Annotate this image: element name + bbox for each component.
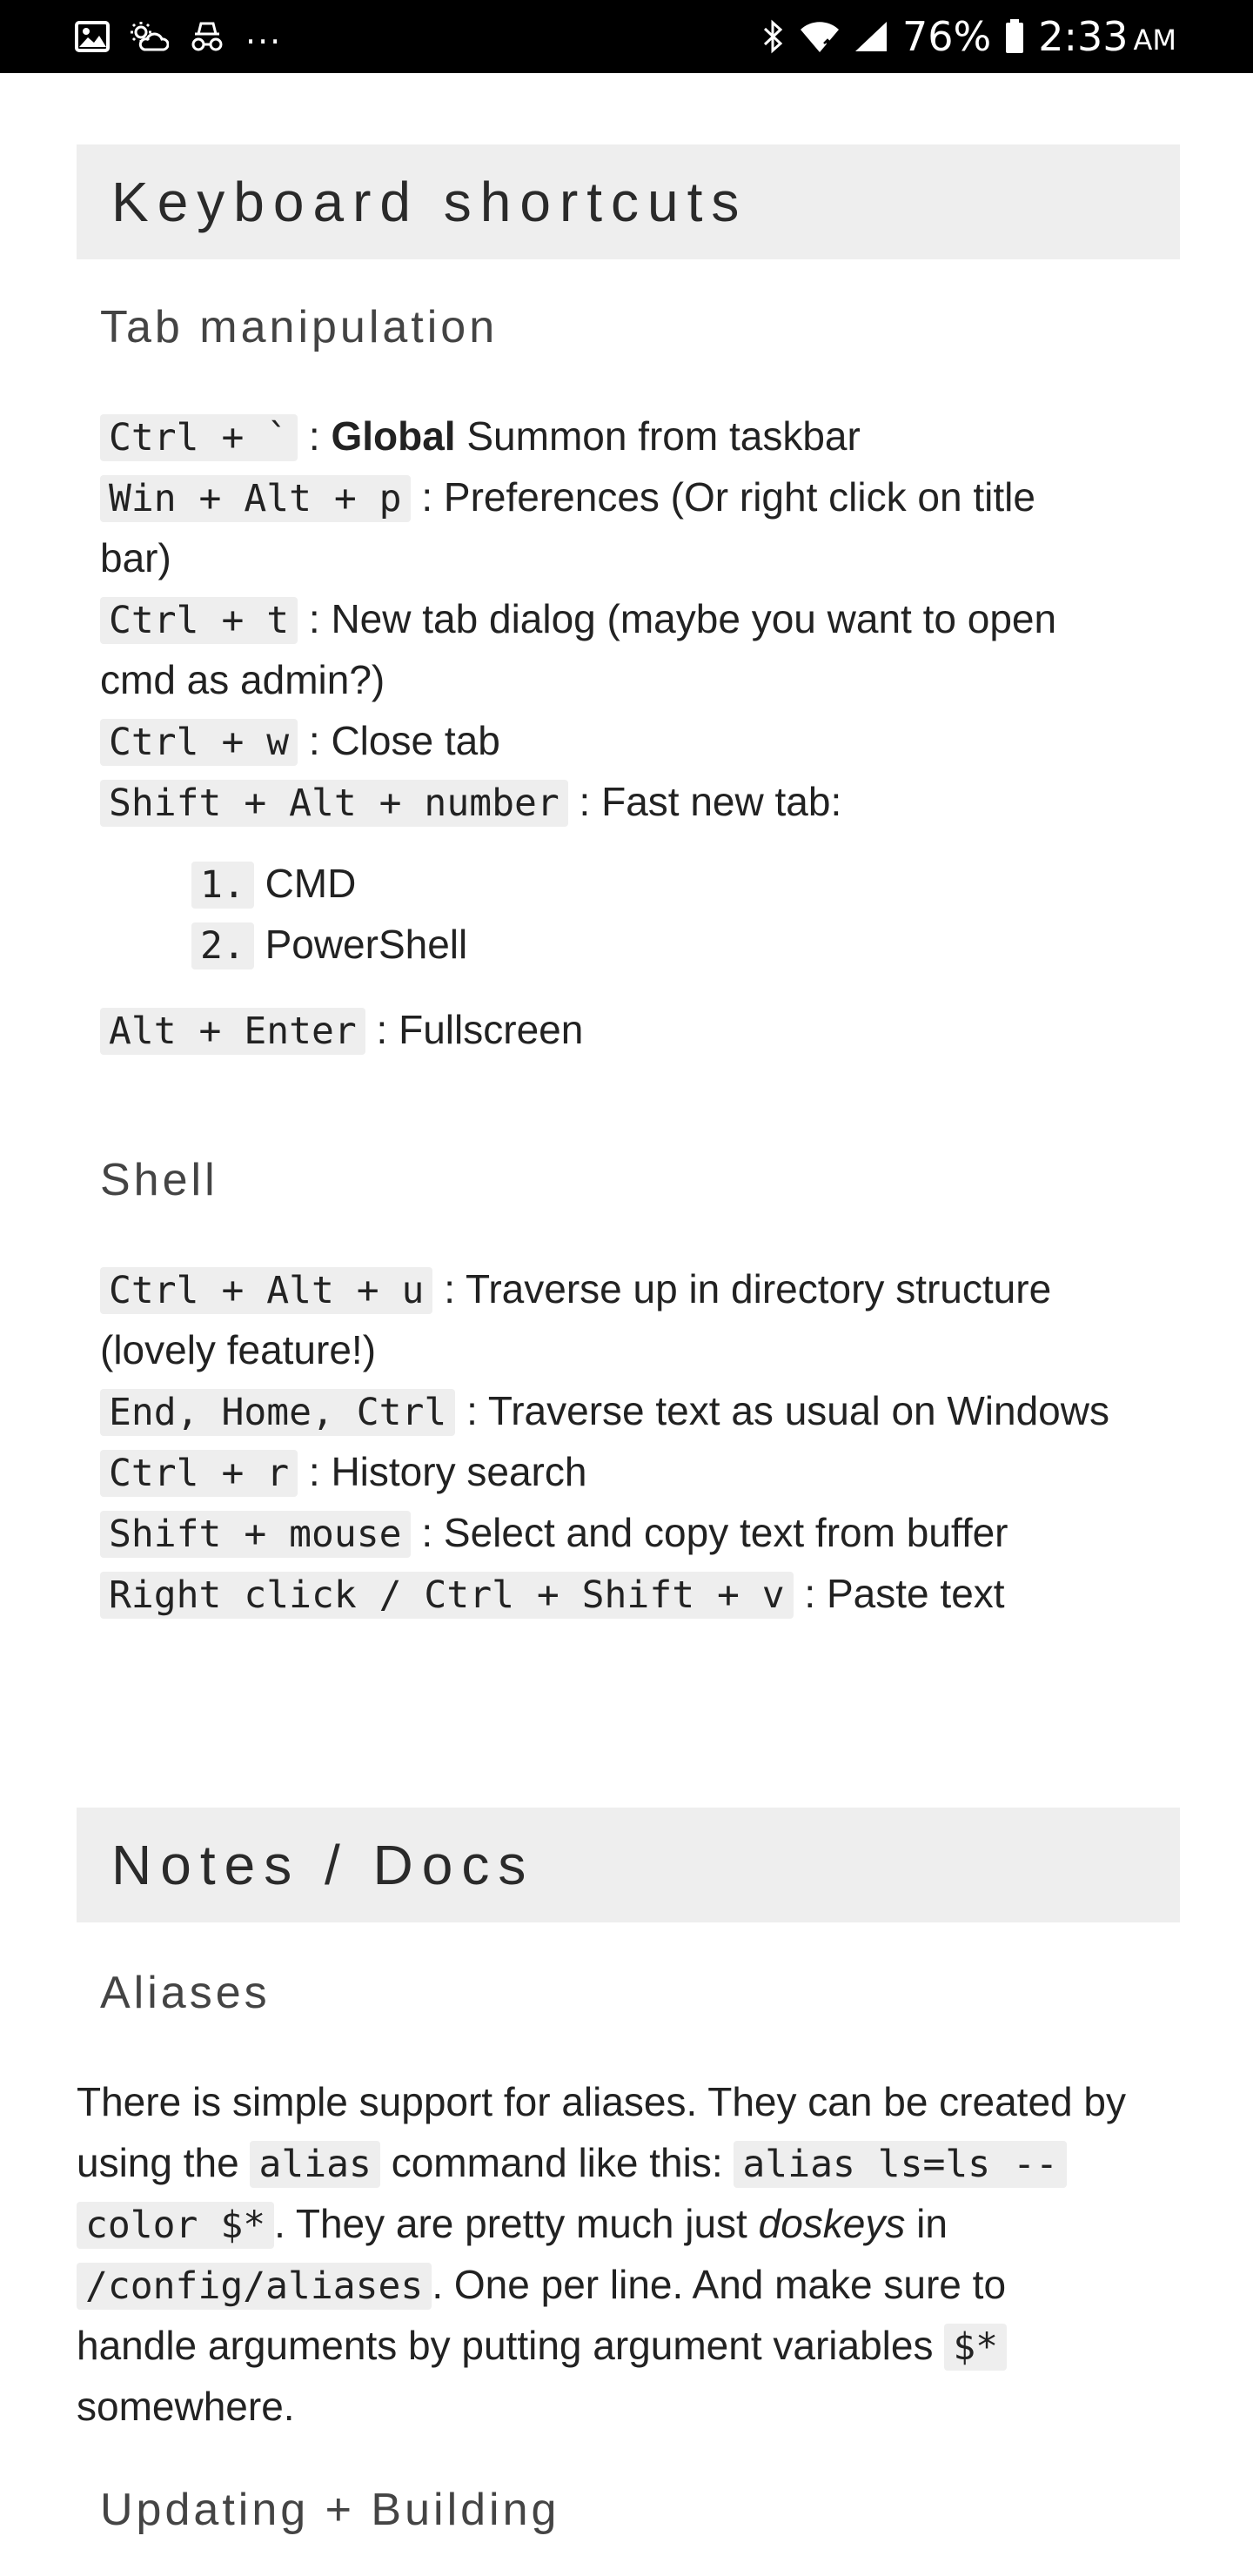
list-item: 2. PowerShell bbox=[191, 914, 467, 976]
shortcut-history-search: Ctrl + r : History search bbox=[100, 1441, 586, 1504]
shortcut-key: Alt + Enter bbox=[100, 1008, 365, 1055]
shortcut-preferences-cont: bar) bbox=[100, 535, 171, 580]
status-bar-left bbox=[75, 13, 301, 53]
aliases-paragraph-line-2: using the alias command like this: alias ls=ls -- bbox=[77, 2132, 1067, 2195]
shortcut-traverse-up-cont: (lovely feature!) bbox=[100, 1327, 377, 1372]
shortcut-key: Ctrl + w bbox=[100, 719, 298, 766]
shortcut-new-tab-dialog-cont: cmd as admin?) bbox=[100, 657, 385, 702]
shortcut-key: Ctrl + t bbox=[100, 597, 298, 644]
battery-percentage: 76% bbox=[901, 13, 992, 60]
weather-icon bbox=[129, 20, 169, 53]
shortcut-key: Win + Alt + p bbox=[100, 475, 411, 522]
battery-icon bbox=[1005, 19, 1024, 54]
shortcut-new-tab-dialog: Ctrl + t : New tab dialog (maybe you want to open bbox=[100, 588, 1056, 651]
shortcut-fast-new-tab: Shift + Alt + number : Fast new tab: bbox=[100, 771, 841, 834]
list-number: 2. bbox=[191, 922, 254, 969]
shortcut-key: Right click / Ctrl + Shift + v bbox=[100, 1572, 794, 1619]
inline-code: $* bbox=[944, 2324, 1007, 2371]
shortcut-key: Ctrl + r bbox=[100, 1450, 298, 1497]
subheading-shell: Shell bbox=[100, 1155, 218, 1205]
section-header-notes-docs bbox=[77, 1808, 1180, 1922]
gallery-icon bbox=[75, 21, 110, 52]
aliases-paragraph-line-1: There is simple support for aliases. They can be created by bbox=[77, 2079, 1126, 2124]
cellular-signal-icon bbox=[854, 20, 888, 53]
global-label: Global bbox=[331, 413, 456, 459]
subheading-updating-building: Updating + Building bbox=[100, 2485, 560, 2535]
wifi-icon bbox=[800, 21, 840, 52]
shortcut-paste-text: Right click / Ctrl + Shift + v : Paste text bbox=[100, 1563, 1005, 1626]
shortcut-key: Shift + mouse bbox=[100, 1511, 411, 1558]
aliases-paragraph-line-4: /config/aliases . One per line. And make sure to bbox=[77, 2254, 1006, 2317]
clock-ampm: AM bbox=[1133, 23, 1176, 57]
list-item: 1. CMD bbox=[191, 853, 356, 916]
shortcut-select-copy: Shift + mouse : Select and copy text from buffer bbox=[100, 1502, 1008, 1565]
section-title: Notes / Docs bbox=[111, 1834, 535, 1896]
list-number: 1. bbox=[191, 862, 254, 909]
section-header-keyboard-shortcuts bbox=[77, 144, 1180, 259]
shortcut-traverse-text: End, Home, Ctrl : Traverse text as usual on Windows bbox=[100, 1380, 1109, 1443]
doskeys-term: doskeys bbox=[758, 2201, 906, 2246]
shortcut-key: Ctrl + ` bbox=[100, 414, 298, 461]
shortcut-global-summon: Ctrl + ` : Global Summon from taskbar bbox=[100, 406, 861, 468]
incognito-icon bbox=[188, 20, 226, 53]
bluetooth-icon bbox=[761, 19, 786, 54]
shortcut-close-tab: Ctrl + w : Close tab bbox=[100, 710, 500, 773]
more-notifications-indicator: ... bbox=[245, 13, 283, 51]
inline-code: /config/aliases bbox=[77, 2263, 432, 2310]
clock-time: 2:33 bbox=[1038, 13, 1129, 60]
shortcut-key: End, Home, Ctrl bbox=[100, 1389, 455, 1436]
inline-code: alias ls=ls -- bbox=[734, 2141, 1066, 2188]
subheading-tab-manipulation: Tab manipulation bbox=[100, 302, 499, 352]
shortcut-key: Ctrl + Alt + u bbox=[100, 1267, 432, 1314]
aliases-paragraph-line-5: handle arguments by putting argument variables $* bbox=[77, 2315, 1007, 2378]
inline-code: color $* bbox=[77, 2202, 274, 2249]
status-bar bbox=[0, 0, 1253, 73]
section-title: Keyboard shortcuts bbox=[111, 171, 748, 233]
shortcut-traverse-up: Ctrl + Alt + u : Traverse up in directory structure bbox=[100, 1258, 1051, 1321]
aliases-paragraph-line-6: somewhere. bbox=[77, 2384, 295, 2429]
inline-code: alias bbox=[250, 2141, 379, 2188]
shortcut-fullscreen: Alt + Enter : Fullscreen bbox=[100, 999, 583, 1062]
aliases-paragraph-line-3: color $* . They are pretty much just doskeys in bbox=[77, 2193, 948, 2256]
shortcut-key: Shift + Alt + number bbox=[100, 780, 568, 827]
shortcut-preferences: Win + Alt + p : Preferences (Or right click on title bbox=[100, 466, 1035, 529]
status-bar-right bbox=[747, 13, 1176, 60]
subheading-aliases: Aliases bbox=[100, 1968, 271, 2018]
